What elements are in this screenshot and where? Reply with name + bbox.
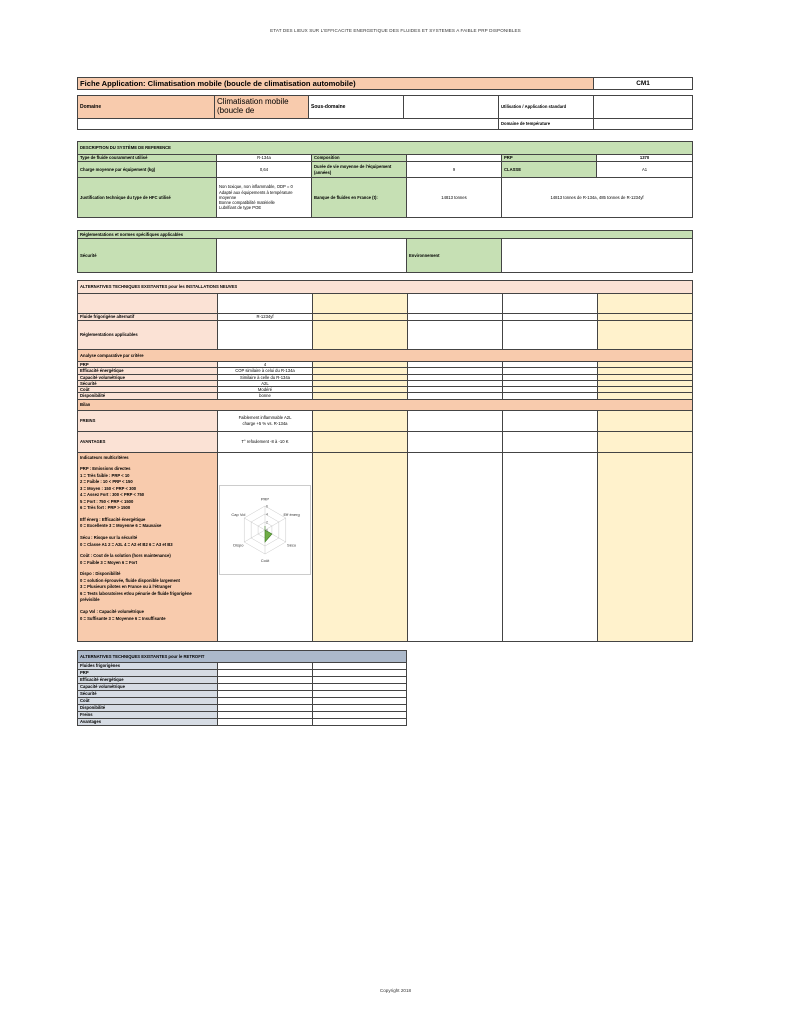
justification-value (217, 178, 312, 218)
securite-label: Sécurité (78, 239, 217, 273)
indicateur-line: 0 = Faible 3 = Moyen 6 = Fort (80, 559, 138, 565)
page-header: ETAT DES LIEUX SUR L'EFFICACITE ENERGETIQUE DES FLUIDES ET SYSTEMES A FAIBLE PRP DISPONIBLES (270, 28, 521, 33)
reglementations-applicables-label: Réglementations applicables (78, 321, 218, 350)
justification-line: Adapté aux équipements à température moyenne (219, 189, 293, 200)
composition-label: Composition (312, 155, 407, 162)
retrofit-cell (313, 712, 407, 719)
radar-axis-label: Dispo (233, 542, 244, 548)
radar-tick-label: 4 (266, 512, 268, 517)
retrofit-row-label: Disponibilité (78, 705, 218, 712)
analyse-label: Analyse comparative par critère (78, 350, 693, 362)
criterion-value: 4 (218, 362, 313, 368)
justification-label: Justification technique du type de HFC utilisé (78, 178, 217, 218)
banque-value: 14813 tonnes (407, 178, 502, 218)
indicateur-line: Cap Vol : Capacité volumétrique (80, 609, 144, 615)
indicateur-line: 3 = Plusieurs pilotes en France ou à l'étranger (80, 584, 172, 590)
charge-value: 0,64 (217, 162, 312, 178)
domaine-value: Climatisation mobile (boucle de (215, 96, 309, 119)
retrofit-row-label: Capacité volumétrique (78, 684, 218, 691)
indicateur-line: 0 = Excellente 3 = Moyenne 6 = Mauvaise (80, 523, 162, 529)
criterion-label: Capacité volumétrique (78, 374, 218, 380)
fiche-blank (78, 119, 499, 130)
freins-line: Faiblement inflammable A2L (238, 415, 292, 421)
retrofit-row-label: Sécurité (78, 691, 218, 698)
retrofit-row (78, 698, 407, 705)
freins-label: FREINS (78, 410, 218, 431)
temperature-label: Domaine de température (499, 119, 594, 130)
criterion-value: A2L (218, 380, 313, 386)
retrofit-cell (313, 677, 407, 684)
retrofit-row-label: Freins (78, 712, 218, 719)
reference-title: DESCRIPTION DU SYSTÈME DE REFERENCE (78, 142, 693, 155)
retrofit-cell (218, 719, 313, 726)
retrofit-cell (313, 684, 407, 691)
retrofit-cell (218, 712, 313, 719)
radar-axis-label: Eff énerg (283, 511, 300, 517)
classe-label: CLASSE (502, 162, 597, 178)
retrofit-row (78, 705, 407, 712)
radar-axis-label: Coût (260, 558, 270, 564)
retrofit-cell (218, 705, 313, 712)
retrofit-cell (313, 691, 407, 698)
indicateur-line: 6 = Tests laboratoires et/ou pénurie de fluide frigorigène (80, 590, 192, 596)
alternatives-title: ALTERNATIVES TECHNIQUES EXISTANTES pour les INSTALLATIONS NEUVES (78, 281, 693, 294)
criterion-label: Disponibilité (78, 393, 218, 399)
indicateur-line: 4 = Assez Fort : 300 < PRP < 750 (80, 492, 145, 498)
type-fluide-label: Type de fluide couramment utilisé (78, 155, 217, 162)
criterion-label: Coût (78, 387, 218, 393)
retrofit-row (78, 684, 407, 691)
radar-svg (220, 486, 310, 574)
indicateur-line: 2 = Faible : 10 < PRP < 150 (80, 479, 133, 485)
retrofit-cell (313, 670, 407, 677)
indicateur-line: 5 = Fort : 750 < PRP < 1500 (80, 498, 134, 504)
indicateur-line: Coût : Cout de la solution (hors maintenance) (80, 553, 171, 559)
environnement-label: Environnement (407, 239, 502, 273)
securite-value (217, 239, 407, 273)
radar-axis-label: Sécu (287, 542, 297, 548)
avantages-value: T° refoulement -8 à -10 K (218, 431, 313, 452)
justification-line: Lubrifiant de type POE (219, 205, 262, 211)
type-fluide-value: R-134a (217, 155, 312, 162)
retrofit-table (77, 650, 407, 726)
retrofit-row-label: Fluides frigorigènes (78, 663, 218, 670)
retrofit-cell (218, 691, 313, 698)
freins-value (218, 410, 313, 431)
retrofit-row (78, 663, 407, 670)
reglementation-table (77, 230, 693, 273)
retrofit-title: ALTERNATIVES TECHNIQUES EXISTANTES pour le RETROFIT (78, 651, 407, 663)
retrofit-row-label: Avantages (78, 719, 218, 726)
retrofit-cell (313, 719, 407, 726)
charge-label: Charge moyenne par équipement (kg) (78, 162, 217, 178)
composition-value (407, 155, 502, 162)
indicateur-line: 0 = solution éprouvée, fluide disponible largement (80, 577, 180, 583)
retrofit-cell (313, 663, 407, 670)
radar-tick-label: 0 (266, 528, 268, 533)
retrofit-row-label: PRP (78, 670, 218, 677)
retrofit-cell (218, 698, 313, 705)
indicateur-line: 1 = Très faible : PRP < 10 (80, 472, 130, 478)
indicateur-line: Indicateurs multicritères (80, 454, 129, 460)
criterion-label: Efficacité énergétique (78, 368, 218, 374)
indicateur-line: 6 = Très fort : PRP > 1500 (80, 505, 131, 511)
radar-tick-label: 2 (266, 520, 268, 525)
environnement-value (502, 239, 693, 273)
criterion-value: Modéré (218, 387, 313, 393)
indicateur-line: prévisible (80, 597, 100, 603)
temperature-value (594, 119, 693, 130)
indicateur-line: Sécu : Risque sur la sécurité (80, 535, 138, 541)
retrofit-row-label: Coût (78, 698, 218, 705)
radar-chart (219, 485, 311, 575)
retrofit-cell (218, 677, 313, 684)
indicateur-line: PRP : Emissions directes (80, 466, 131, 472)
retrofit-row (78, 677, 407, 684)
retrofit-cell (218, 663, 313, 670)
indicateurs-legend (78, 452, 218, 641)
fluide-alternatif-label: Fluide frigorigène alternatif (78, 314, 218, 321)
prp-label: PRP (502, 155, 597, 162)
indicateur-line: Dispo : Disponibilité (80, 571, 121, 577)
freins-line: charge +5 % vs. R-134a (242, 420, 288, 426)
banque-label: Banque de fluides en France (t): (312, 178, 407, 218)
reglementation-title: Réglementations et normes spécifiques applicables (78, 231, 693, 239)
domaine-label: Domaine (78, 96, 215, 119)
criterion-label: Sécurité (78, 380, 218, 386)
indicateur-line: 0 = Classe A1 2 = A2L 4 = A2 et B2 6 = A3 et B3 (80, 541, 173, 547)
fiche-code: CM1 (594, 78, 693, 90)
banque-detail: 14813 tonnes de R-134a, 485 tonnes de R-1234yf (502, 178, 693, 218)
sous-domaine-value (404, 96, 499, 119)
retrofit-row (78, 691, 407, 698)
criterion-value: COP similaire à celui du R-134a (218, 368, 313, 374)
fiche-title: Fiche Application: Climatisation mobile (boucle de climatisation automobile) (78, 78, 594, 90)
criterion-value: bonne (218, 393, 313, 399)
criterion-value: Similaire à celle du R-134a (218, 374, 313, 380)
retrofit-row-label: Efficacité énergétique (78, 677, 218, 684)
indicateur-line: 0 = Suffisante 3 = Moyenne 6 = Insuffisante (80, 615, 166, 621)
retrofit-row (78, 712, 407, 719)
radar-axis-label: Cap Vol (231, 511, 246, 517)
justification-line: Non toxique, non inflammable, ODP = 0 (219, 184, 293, 190)
utilisation-value (594, 96, 693, 119)
fiche-header-table (77, 77, 693, 130)
criterion-label: PRP (78, 362, 218, 368)
radar-tick-label: 6 (266, 504, 268, 509)
indicateur-line: Eff énerg : Efficacité énergétique (80, 516, 146, 522)
retrofit-cell (218, 670, 313, 677)
retrofit-cell (313, 698, 407, 705)
duree-value: 9 (407, 162, 502, 178)
retrofit-cell (313, 705, 407, 712)
avantages-label: AVANTAGES (78, 431, 218, 452)
utilisation-label: Utilisation / Application standard (499, 96, 594, 119)
justification-line: Bonne compatibilité matérielle (219, 200, 275, 206)
alternatives-table (77, 280, 693, 642)
page-footer: Copyright 2018 (379, 988, 412, 993)
prp-value: 1370 (597, 155, 693, 162)
duree-label: Durée de vie moyenne de l'équipement (années) (312, 162, 407, 178)
radar-axis-label: PRP (260, 496, 270, 502)
classe-value: A1 (597, 162, 693, 178)
indicateur-line: 3 = Moyen : 150 < PRP < 300 (80, 485, 137, 491)
reference-table (77, 141, 693, 218)
sous-domaine-label: Sous-domaine (309, 96, 404, 119)
retrofit-row (78, 670, 407, 677)
fluide-alternatif-value: R-1234yf (218, 314, 313, 321)
retrofit-cell (218, 684, 313, 691)
bilan-label: Bilan (78, 399, 693, 410)
retrofit-row (78, 719, 407, 726)
